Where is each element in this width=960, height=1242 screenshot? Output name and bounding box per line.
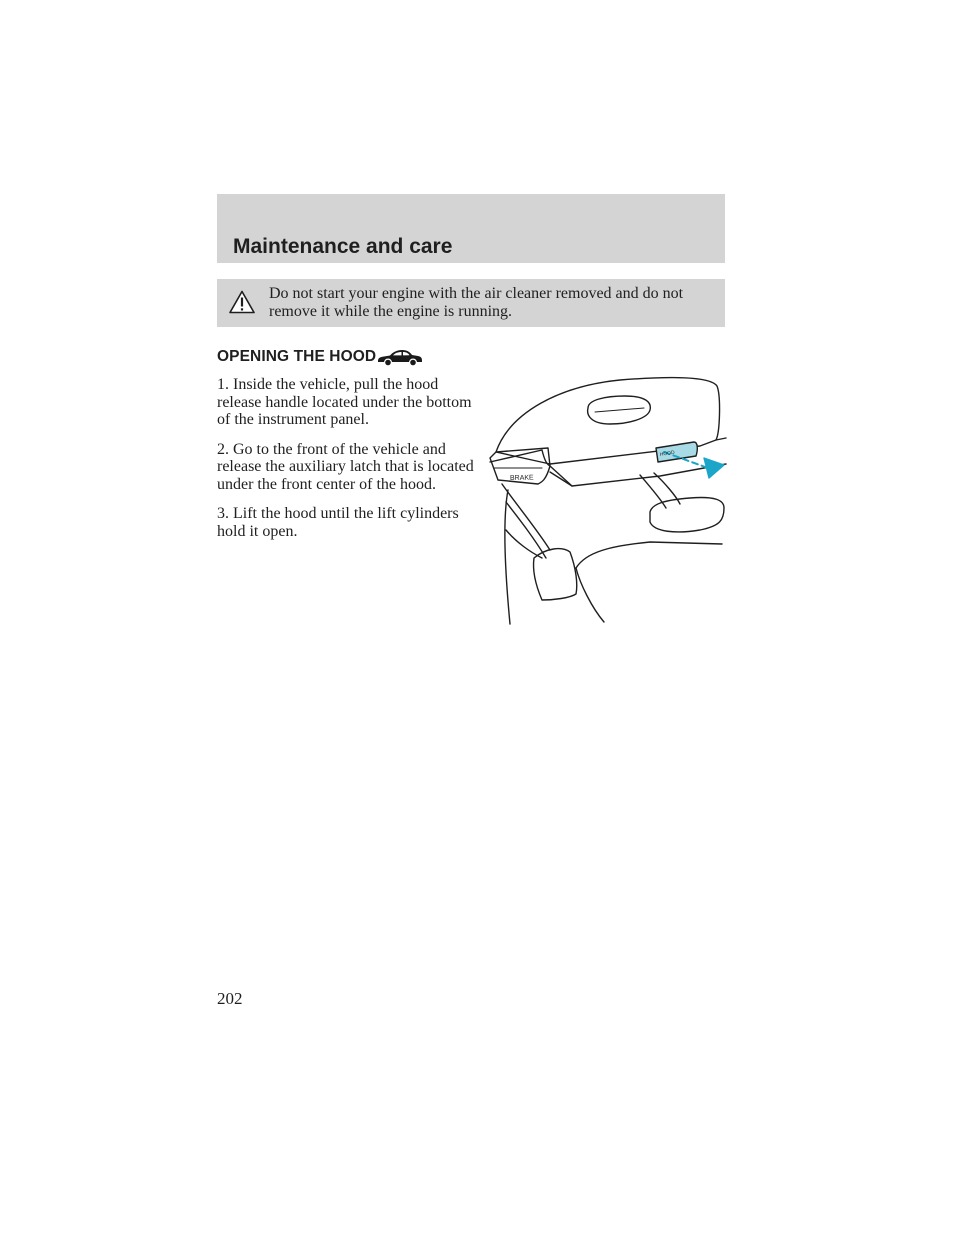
hood-release-illustration <box>480 372 730 628</box>
car-icon <box>376 346 424 368</box>
brake-label: BRAKE <box>509 474 534 482</box>
foot-pedal <box>650 497 724 531</box>
steps-list <box>217 376 479 552</box>
warning-box <box>217 279 725 327</box>
section-heading-row <box>217 345 424 369</box>
warning-triangle-icon <box>229 290 255 314</box>
warning-text: Do not start your engine with the air cleaner removed and do not remove it while the engine is running. <box>269 285 684 320</box>
section-heading: OPENING THE HOOD <box>217 348 377 365</box>
step-2: 2. Go to the front of the vehicle and release the auxiliary latch that is located under the front center of the hood. <box>217 440 474 493</box>
step-1: 1. Inside the vehicle, pull the hood release handle located under the bottom of the instrument panel. <box>217 376 472 428</box>
hood-label: HOOD <box>659 449 676 458</box>
page-number: 202 <box>217 989 243 1008</box>
step-3: 3. Lift the hood until the lift cylinders hold it open. <box>217 505 459 540</box>
section-header <box>217 194 725 263</box>
section-title: Maintenance and care <box>233 235 453 258</box>
